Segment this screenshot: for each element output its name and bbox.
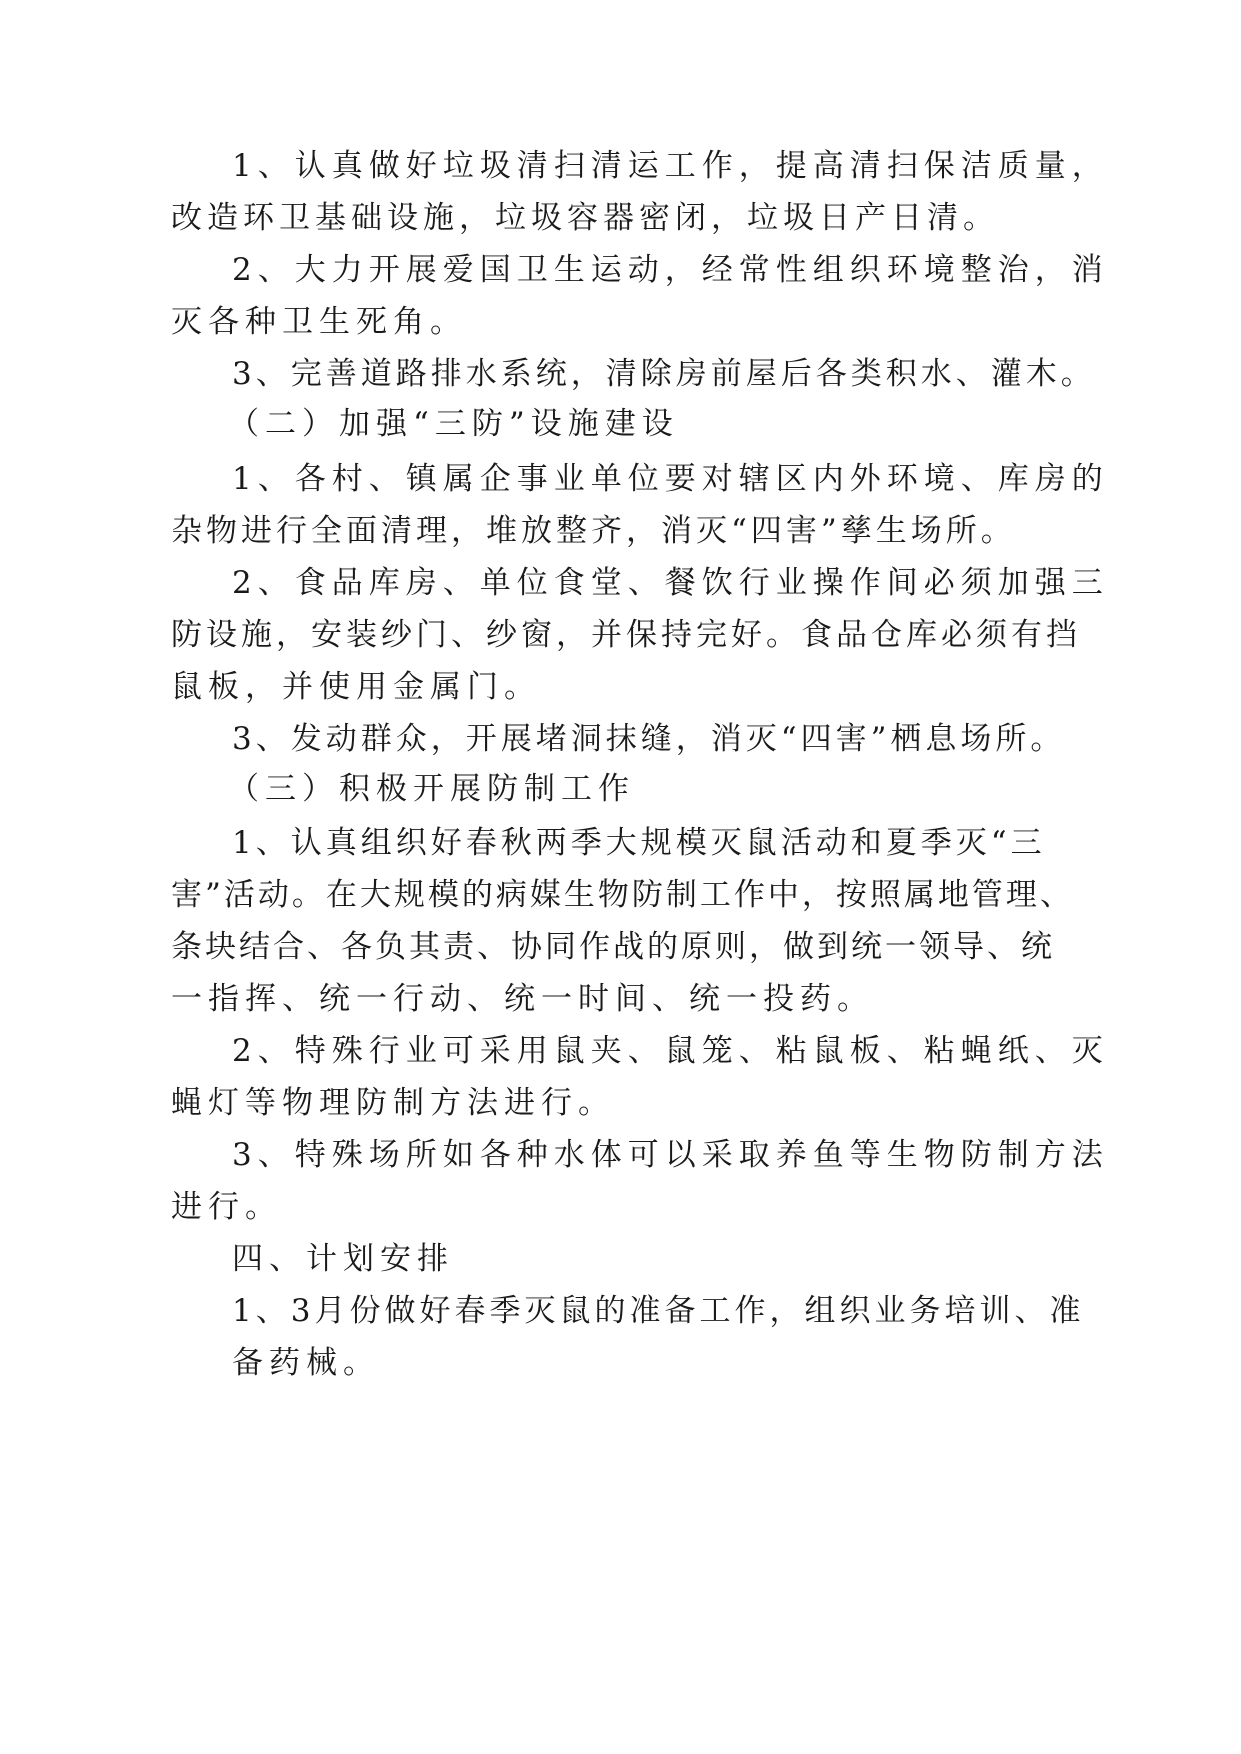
text-line: 1、认真做好垃圾清扫清运工作，提高清扫保洁质量， — [232, 148, 1109, 184]
text-line: 害”活动。在大规模的病媒生物防制工作中，按照属地管理、 — [171, 877, 1074, 913]
text-line: 3、完善道路排水系统，清除房前屋后各类积水、灌木。 — [232, 356, 1096, 392]
text-line: 3、发动群众，开展堵洞抹缝，消灭“四害”栖息场所。 — [232, 721, 1066, 757]
text-line: 1、各村、镇属企事业单位要对辖区内外环境、库房的 — [232, 461, 1109, 497]
text-line: 灭各种卫生死角。 — [171, 304, 467, 340]
section-heading: （二）加强“三防”设施建设 — [228, 406, 679, 442]
section-heading: （三）积极开展防制工作 — [228, 771, 635, 807]
text-line: 防设施，安装纱门、纱窗，并保持完好。食品仓库必须有挡 — [171, 617, 1081, 653]
text-line: 杂物进行全面清理，堆放整齐，消灭“四害”孳生场所。 — [171, 513, 1016, 549]
text-line: 3、特殊场所如各种水体可以采取养鱼等生物防制方法 — [232, 1137, 1109, 1173]
text-line: 进行。 — [171, 1189, 282, 1225]
text-line: 条块结合、各负其责、协同作战的原则，做到统一领导、统 — [171, 929, 1055, 965]
text-line: 鼠板，并使用金属门。 — [171, 669, 541, 705]
text-line: 改造环卫基础设施，垃圾容器密闭，垃圾日产日清。 — [171, 200, 999, 236]
text-line: 蝇灯等物理防制方法进行。 — [171, 1085, 615, 1121]
text-line: 2、特殊行业可采用鼠夹、鼠笼、粘鼠板、粘蝇纸、灭 — [232, 1033, 1109, 1069]
text-line: 一指挥、统一行动、统一时间、统一投药。 — [171, 981, 874, 1017]
text-line: 1、认真组织好春秋两季大规模灭鼠活动和夏季灭“三 — [232, 825, 1046, 861]
text-line: 备药械。 — [232, 1345, 380, 1381]
text-line: 2、大力开展爱国卫生运动，经常性组织环境整治，消 — [232, 252, 1109, 288]
text-line: 1、3月份做好春季灭鼠的准备工作，组织业务培训、准 — [232, 1293, 1085, 1329]
text-line: 2、食品库房、单位食堂、餐饮行业操作间必须加强三 — [232, 565, 1109, 601]
section-heading: 四、计划安排 — [232, 1241, 454, 1277]
